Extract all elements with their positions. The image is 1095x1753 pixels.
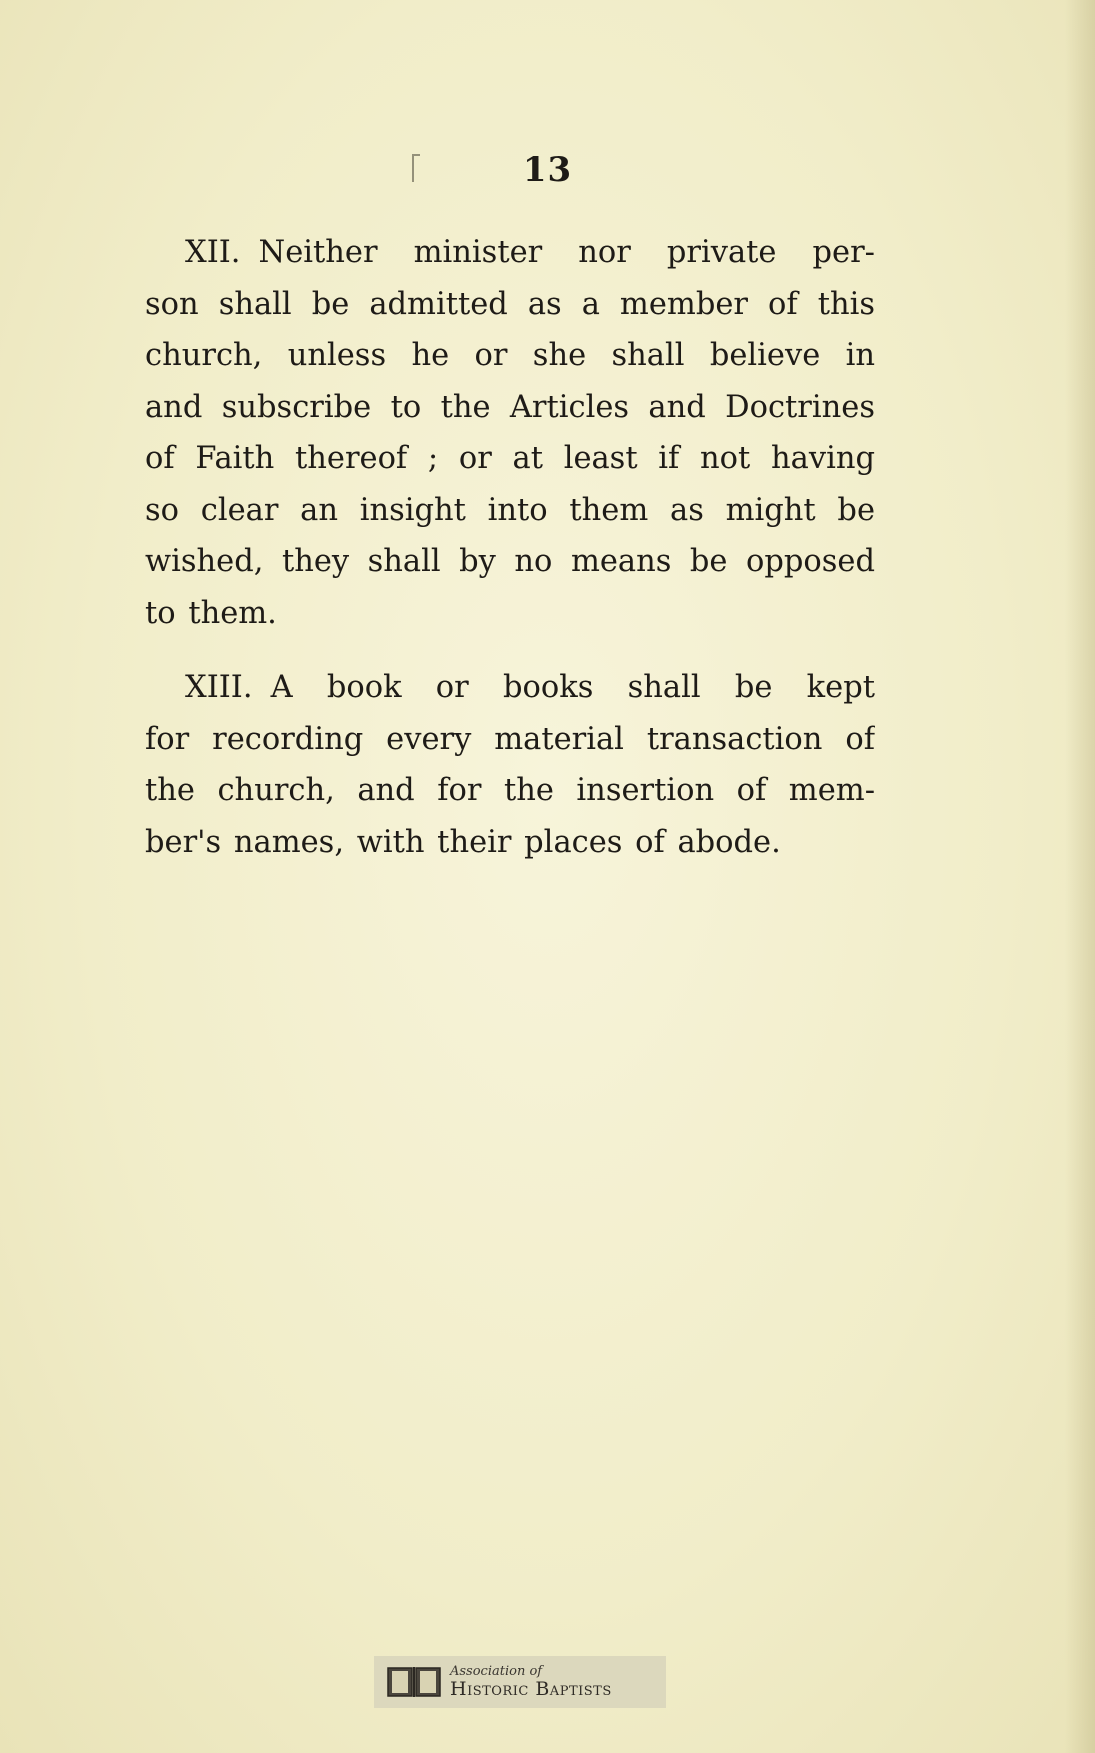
article-line: XIII. A book or books shall be kept [185, 670, 875, 705]
article-line: to them. [145, 595, 277, 631]
article-line: so clear an insight into them as might be [145, 492, 875, 528]
article-xiii [145, 662, 875, 868]
article-line: and subscribe to the Articles and Doctrines [145, 389, 875, 425]
article-line: XII. Neither minister nor private per- [185, 235, 875, 270]
page-number [0, 150, 1095, 190]
article-line: wished, they shall by no means be opposed [145, 544, 875, 579]
association-logo [374, 1656, 666, 1708]
article-line: church, unless he or she shall believe in [145, 338, 875, 373]
logo-small-text: Association of [450, 1664, 543, 1679]
article-numeral: XII. [185, 235, 241, 270]
book-icon [386, 1665, 442, 1699]
article-line: of Faith thereof ; or at least if not having [145, 441, 875, 476]
logo-big-text: Historic Baptists [450, 1678, 612, 1700]
article-line: the church, and for the insertion of mem- [145, 773, 875, 808]
bracket-mark [412, 154, 420, 182]
article-line: son shall be admitted as a member of this [145, 286, 875, 322]
article-numeral: XIII. [185, 670, 253, 705]
article-line: ber's names, with their places of abode. [145, 824, 781, 860]
article-line: for recording every material transaction of [145, 721, 875, 757]
page-number-text: 13 [522, 150, 573, 190]
logo-text [450, 1665, 612, 1699]
article-xii [145, 227, 875, 639]
